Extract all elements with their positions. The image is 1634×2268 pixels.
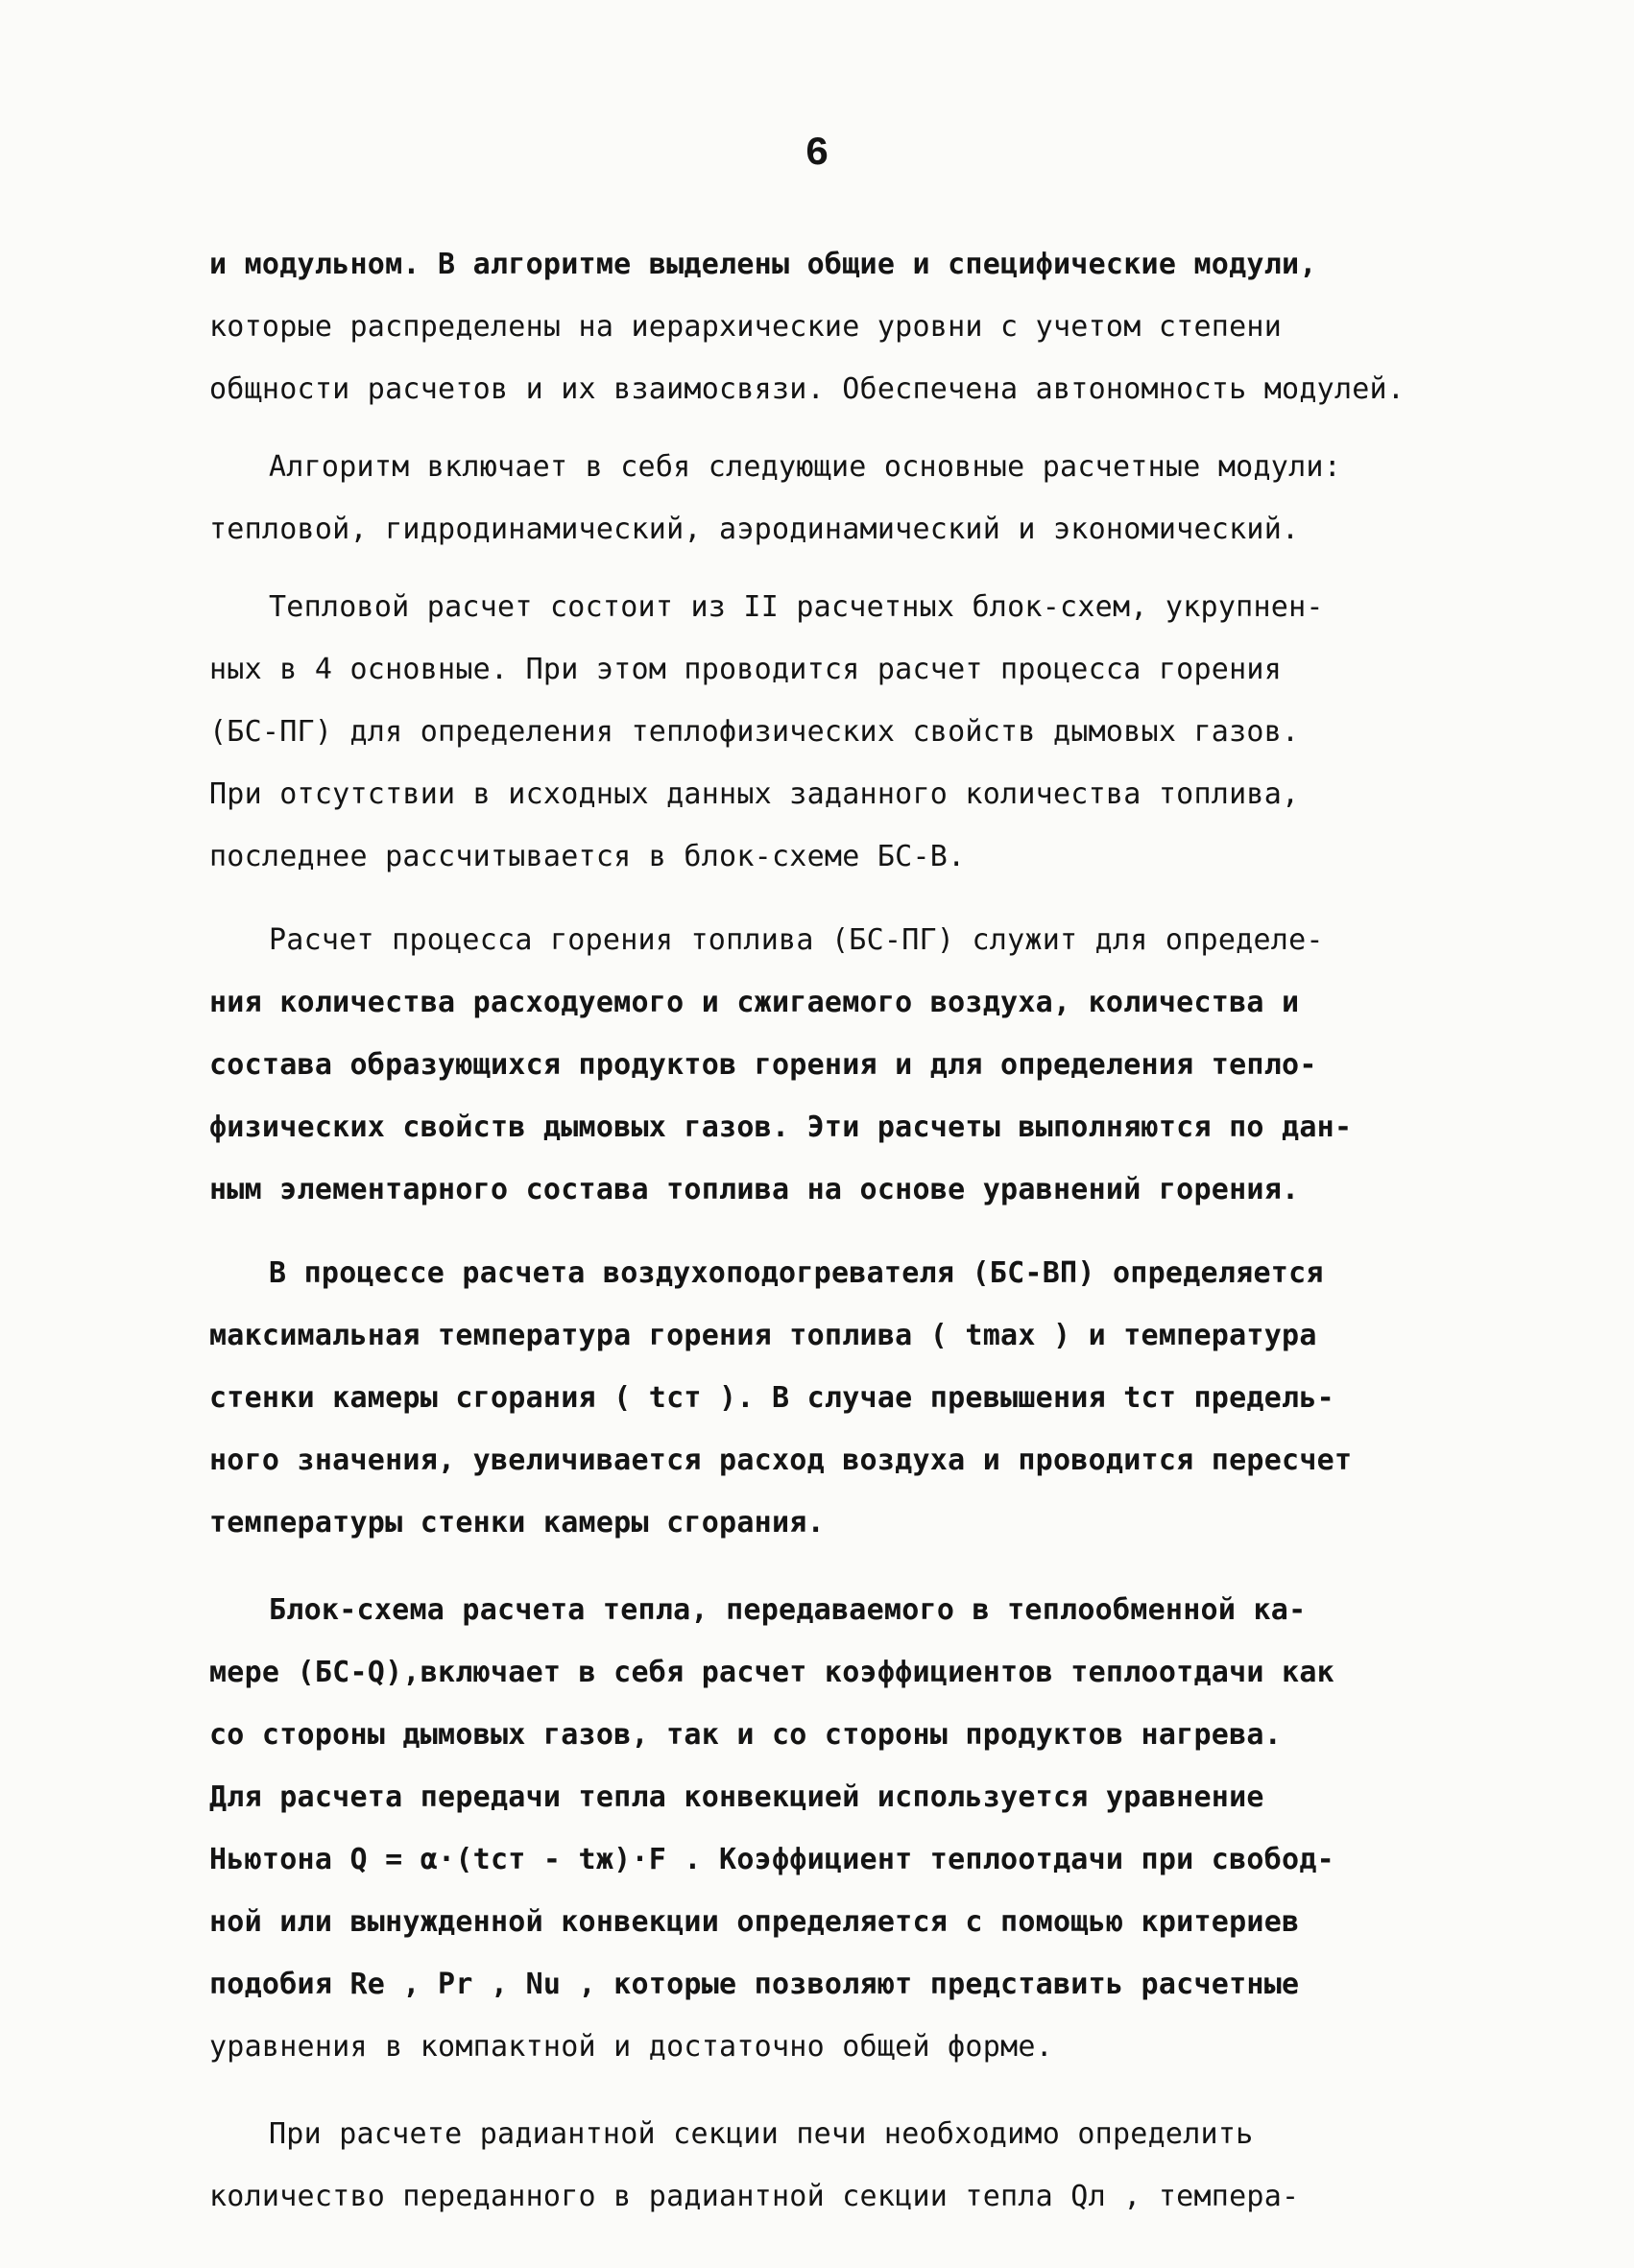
text-line: общности расчетов и их взаимосвязи. Обеспечена автономность модулей.: [209, 372, 1406, 406]
text-line: стенки камеры сгорания ( tст ). В случае превышения tст предель-: [209, 1381, 1334, 1415]
text-line: Для расчета передачи тепла конвекцией используется уравнение: [209, 1780, 1264, 1814]
body-text: [209, 233, 1423, 2228]
text-line: При отсутствии в исходных данных заданного количества топлива,: [209, 777, 1300, 811]
text-line: (БС-ПГ) для определения теплофизических свойств дымовых газов.: [209, 715, 1300, 749]
text-line: максимальная температура горения топлива ( tmax ) и температура: [209, 1319, 1317, 1352]
text-line: ной или вынужденной конвекции определяется с помощью критериев: [209, 1905, 1300, 1939]
text-line: Блок-схема расчета тепла, передаваемого в теплообменной ка-: [269, 1593, 1307, 1627]
text-line: ного значения, увеличивается расход воздуха и проводится пересчет: [209, 1444, 1353, 1477]
paragraph-4: [209, 909, 1423, 1221]
text-line: со стороны дымовых газов, так и со стороны продуктов нагрева.: [209, 1718, 1283, 1752]
text-line: состава образующихся продуктов горения и для определения тепло-: [209, 1048, 1317, 1082]
text-line: и модульном. В алгоритме выделены общие и специфические модули,: [209, 248, 1317, 281]
paragraph-3: [209, 576, 1423, 888]
text-line: тепловой, гидродинамический, аэродинамический и экономический.: [209, 513, 1300, 546]
text-line: уравнения в компактной и достаточно общей форме.: [209, 2030, 1053, 2064]
paragraph-1: [209, 233, 1423, 420]
text-line: ных в 4 основные. При этом проводится расчет процесса горения: [209, 653, 1283, 686]
text-line: физических свойств дымовых газов. Эти расчеты выполняются по дан-: [209, 1110, 1353, 1144]
text-line: количество переданного в радиантной секции тепла Qл , темпера-: [209, 2180, 1300, 2213]
page-number: 6: [805, 131, 829, 177]
text-line: мере (БС-Q),включает в себя расчет коэффициентов теплоотдачи как: [209, 1656, 1334, 1689]
paragraph-2: [209, 436, 1423, 561]
paragraph-6: [209, 1579, 1423, 2078]
text-line: В процессе расчета воздухоподогревателя (БС-ВП) определяется: [269, 1256, 1324, 1290]
text-line: Ньютона Q = α·(tст - tж)·F . Коэффициент теплоотдачи при свобод-: [209, 1843, 1334, 1876]
text-line: Алгоритм включает в себя следующие основные расчетные модули:: [269, 450, 1342, 484]
text-line: температуры стенки камеры сгорания.: [209, 1506, 825, 1540]
text-line: которые распределены на иерархические уровни с учетом степени: [209, 310, 1283, 344]
text-line: ным элементарного состава топлива на основе уравнений горения.: [209, 1173, 1300, 1206]
text-line: При расчете радиантной секции печи необходимо определить: [269, 2117, 1254, 2151]
text-line: подобия Re , Pr , Nu , которые позволяют представить расчетные: [209, 1968, 1300, 2001]
text-line: Тепловой расчет состоит из II расчетных блок-схем, укрупнен-: [269, 590, 1324, 624]
paragraph-5: [209, 1242, 1423, 1554]
paragraph-7: [209, 2103, 1423, 2228]
text-line: ния количества расходуемого и сжигаемого воздуха, количества и: [209, 986, 1300, 1019]
text-line: Расчет процесса горения топлива (БС-ПГ) служит для определе-: [269, 923, 1324, 957]
text-line: последнее рассчитывается в блок-схеме БС-В.: [209, 840, 966, 873]
